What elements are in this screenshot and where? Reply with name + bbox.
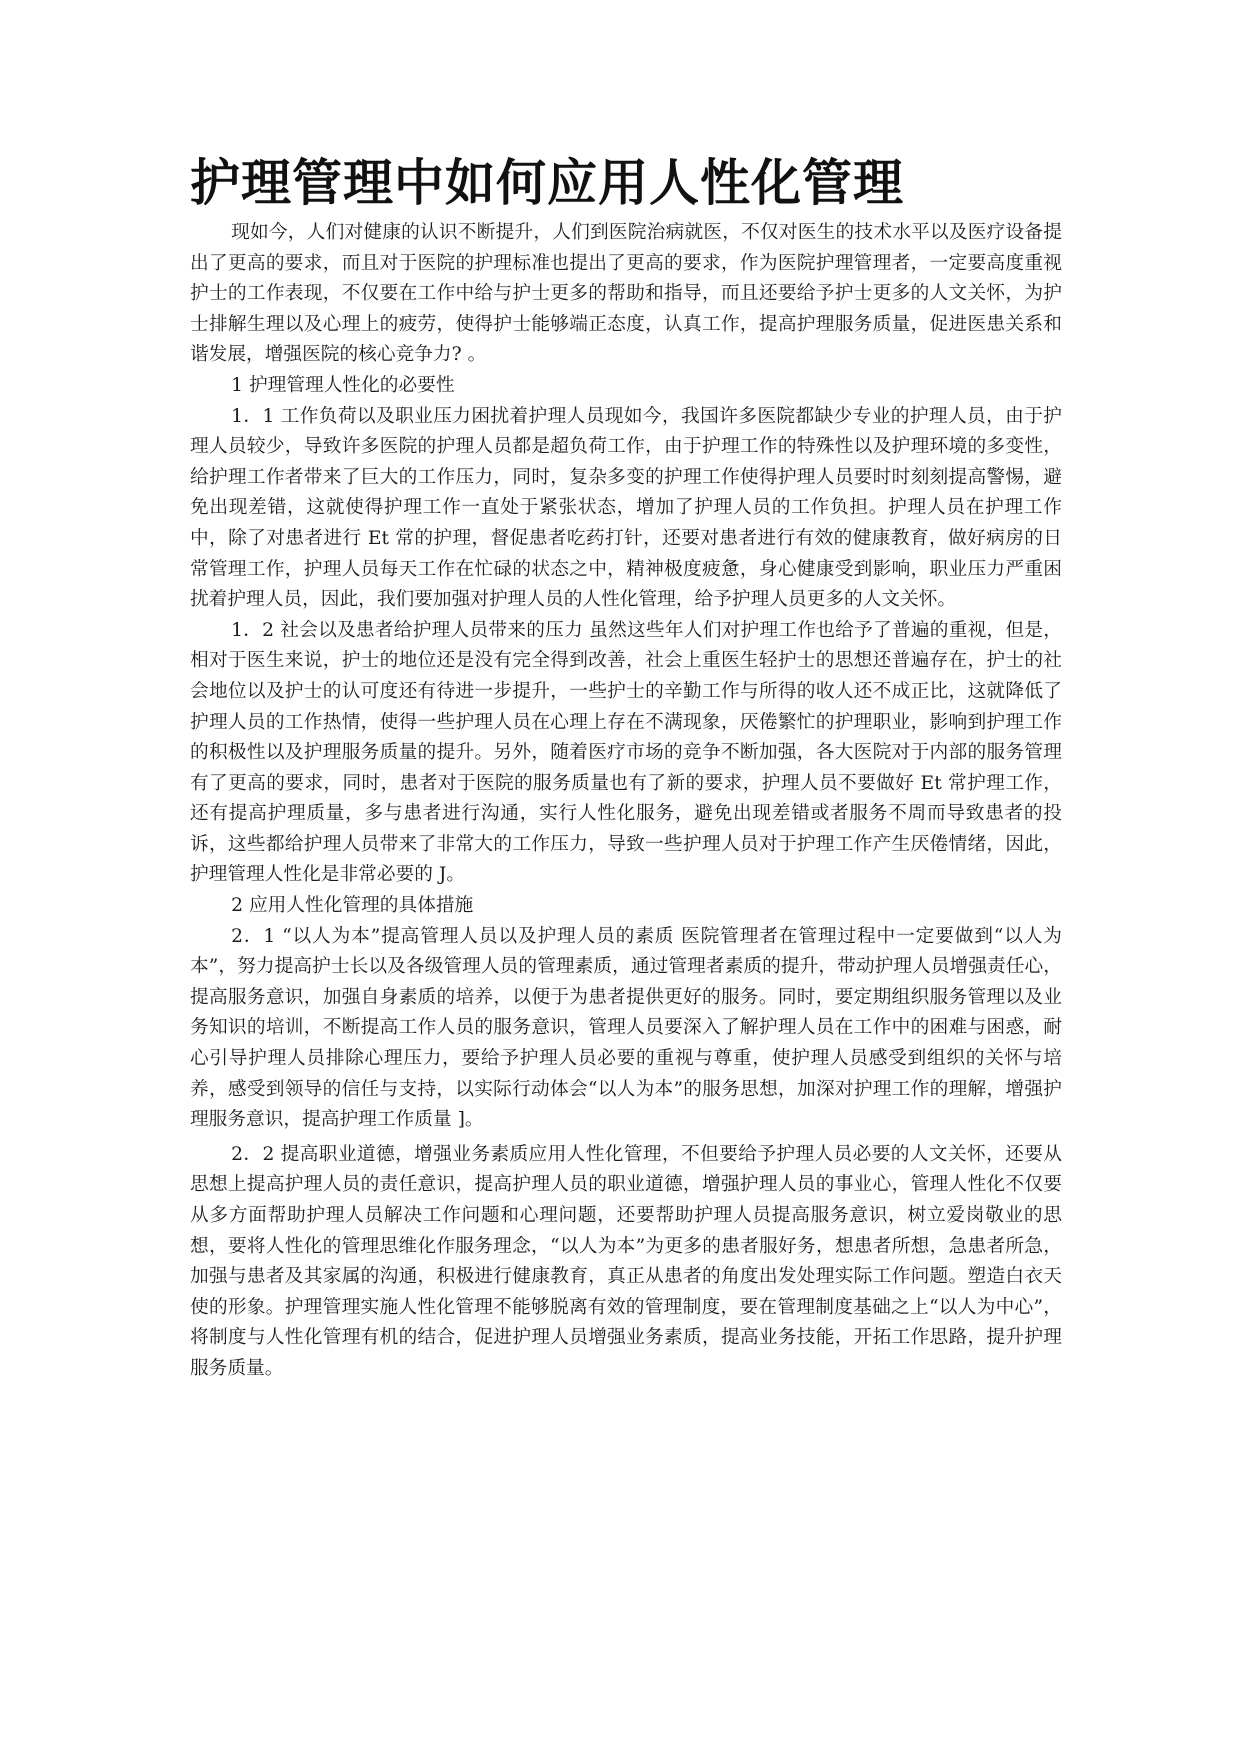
document-page xyxy=(190,150,1062,1385)
document-title: 护理管理中如何应用人性化管理 xyxy=(190,153,904,212)
section-1-1-paragraph: 1．1 工作负荷以及职业压力困扰着护理人员现如今，我国许多医院都缺少专业的护理人员，由于护理人员较少，导致许多医院的护理人员都是超负荷工作，由于护理工作的特殊性以及护理环境的多变性，给护理工作者带来了巨大的工作压力，同时，复杂多变的护理工作使得护理人员要时时刻刻提高警惕，避免出现差错，这就使得护理工作一直处于紧张状态，增加了护理人员的工作负担。护理人员在护理工作中，除了对患者进行 Et 常的护理，督促患者吃药打针，还要对患者进行有效的健康教育，做好病房的日常管理工作，护理人员每天工作在忙碌的状态之中，精神极度疲惫，身心健康受到影响，职业压力严重困扰着护理人员，因此，我们要加强对护理人员的人性化管理，给予护理人员更多的人文关怀。 xyxy=(190,405,1062,611)
section-2-1-paragraph: 2．1 “以人为本”提高管理人员以及护理人员的素质 医院管理者在管理过程中一定要做到“以人为本”，努力提高护士长以及各级管理人员的管理素质，通过管理者素质的提升，带动护理人员增强责任心，提高服务意识，加强自身素质的培养，以便于为患者提供更好的服务。同时，要定期组织服务管理以及业务知识的培训，不断提高工作人员的服务意识，管理人员要深入了解护理人员在工作中的困难与困惑，耐心引导护理人员排除心理压力，要给予护理人员必要的重视与尊重，使护理人员感受到组织的关怀与培养，感受到领导的信任与支持，以实际行动体会“以人为本”的服务思想，加深对护理工作的理解，增强护理服务意识，提高护理工作质量 ]。 xyxy=(190,925,1062,1131)
section-1-heading: 1 护理管理人性化的必要性 xyxy=(231,374,455,396)
section-2-2-paragraph: 2．2 提高职业道德，增强业务素质应用人性化管理，不但要给予护理人员必要的人文关怀，还要从思想上提高护理人员的责任意识，提高护理人员的职业道德，增强护理人员的事业心，管理人性化不仅要从多方面帮助护理人员解决工作问题和心理问题，还要帮助护理人员提高服务意识，树立爱岗敬业的思想，要将人性化的管理思维化作服务理念，“以人为本”为更多的患者服好务，想患者所想，急患者所急，加强与患者及其家属的沟通，积极进行健康教育，真正从患者的角度出发处理实际工作问题。塑造白衣天使的形象。护理管理实施人性化管理不能够脱离有效的管理制度，要在管理制度基础之上“以人为中心”，将制度与人性化管理有机的结合，促进护理人员增强业务素质，提高业务技能，开拓工作思路，提升护理服务质量。 xyxy=(190,1143,1062,1379)
section-1-2-paragraph: 1．2 社会以及患者给护理人员带来的压力 虽然这些年人们对护理工作也给予了普遍的重视，但是，相对于医生来说，护士的地位还是没有完全得到改善，社会上重医生轻护士的思想还普遍存在，护士的社会地位以及护士的认可度还有待进一步提升，一些护士的辛勤工作与所得的收人还不成正比，这就降低了护理人员的工作热情，使得一些护理人员在心理上存在不满现象，厌倦繁忙的护理职业，影响到护理工作的积极性以及护理服务质量的提升。另外，随着医疗市场的竞争不断加强，各大医院对于内部的服务管理有了更高的要求，同时，患者对于医院的服务质量也有了新的要求，护理人员不要做好 Et 常护理工作，还有提高护理质量，多与患者进行沟通，实行人性化服务，避免出现差错或者服务不周而导致患者的投诉，这些都给护理人员带来了非常大的工作压力，导致一些护理人员对于护理工作产生厌倦情绪，因此，护理管理人性化是非常必要的 J。 xyxy=(190,619,1062,886)
intro-paragraph: 现如今，人们对健康的认识不断提升，人们到医院治病就医，不仅对医生的技术水平以及医疗设备提出了更高的要求，而且对于医院的护理标准也提出了更高的要求，作为医院护理管理者，一定要高度重视护士的工作表现，不仅要在工作中给与护士更多的帮助和指导，而且还要给予护士更多的人文关怀，为护士排解生理以及心理上的疲劳，使得护士能够端正态度，认真工作，提高护理服务质量，促进医患关系和谐发展，增强医院的核心竞争力? 。 xyxy=(190,222,1062,366)
section-2-heading: 2 应用人性化管理的具体措施 xyxy=(231,895,474,917)
